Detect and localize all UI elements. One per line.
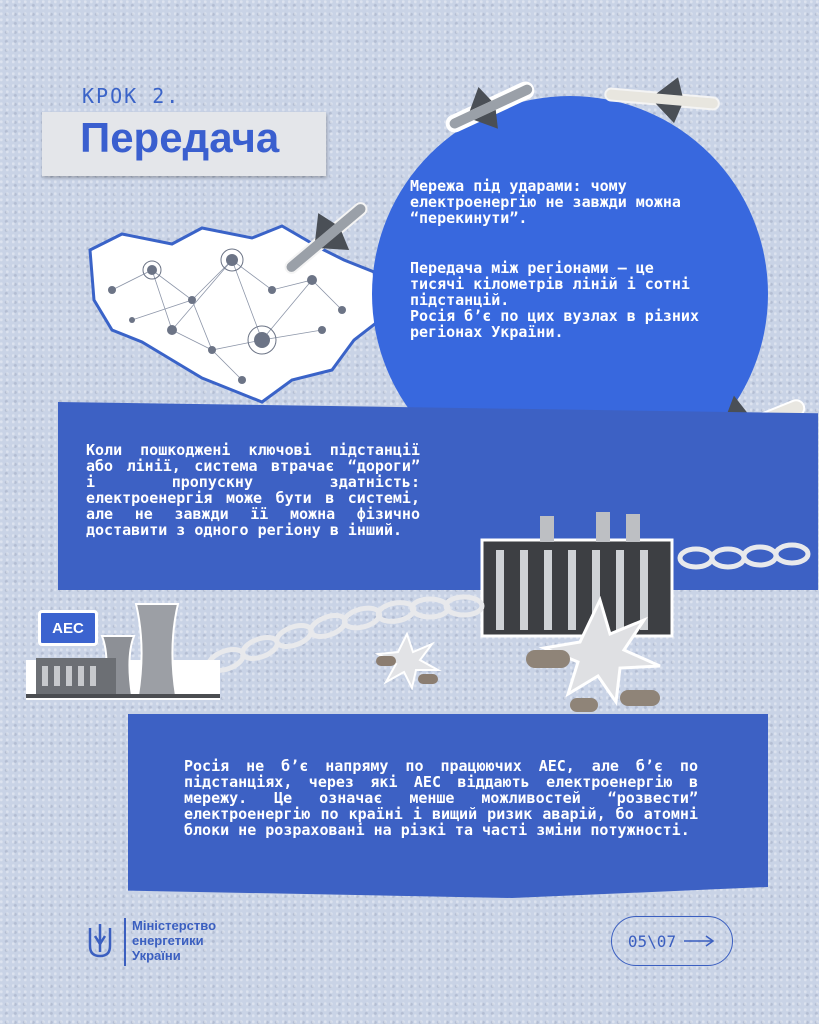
band-bottom-text: Росія не б’є напряму по працюючих АЕС, але б’є по підстанціях, через які АЕС віддають електроенергію в мережу. Це означає менше можливостей “розвести” електроенергію по країні і вищий ризик аварій, бо атомні блоки не розраховані на різкі та часті зміни потужності. — [184, 757, 698, 839]
ministry-divider — [124, 918, 126, 966]
step-label: КРОК 2. — [82, 84, 181, 108]
page-indicator-button[interactable] — [611, 916, 733, 966]
ministry-logo-text — [132, 918, 216, 963]
circle-body-line-1: Передача між регіонами — це тисячі кілометрів ліній і сотні підстанцій. — [410, 259, 690, 309]
aes-badge: АЕС — [38, 610, 98, 646]
nuclear-plant-image — [26, 596, 220, 702]
ministry-line-1: Міністерство — [132, 918, 217, 933]
missile-icon — [596, 70, 728, 130]
page-indicator: 05\07 — [627, 931, 677, 951]
missile-icon — [266, 188, 386, 288]
chain-icon — [200, 590, 490, 680]
band-top-text: Коли пошкоджені ключові підстанції або лінії, система втрачає “дороги” і пропускну здатність: електроенергія може бути в системі, але не завжди її можна фізично доставити з одного регіону в інший. — [86, 441, 420, 539]
circle-body — [410, 260, 710, 340]
ministry-line-2: енергетики — [132, 933, 204, 948]
missile-icon — [430, 72, 550, 142]
explosion-icon — [372, 630, 442, 690]
explosion-icon — [520, 590, 670, 730]
arrow-right-icon — [682, 934, 716, 948]
page-title: Передача — [80, 114, 280, 161]
circle-heading: Мережа під ударами: чому електроенергію не завжди можна “перекинути”. — [410, 177, 681, 227]
ministry-line-3: України — [132, 948, 181, 963]
chain-icon — [676, 538, 819, 578]
trident-icon — [86, 922, 114, 962]
circle-body-line-2: Росія б’є по цих вузлах в різних регіонах України. — [410, 307, 699, 341]
